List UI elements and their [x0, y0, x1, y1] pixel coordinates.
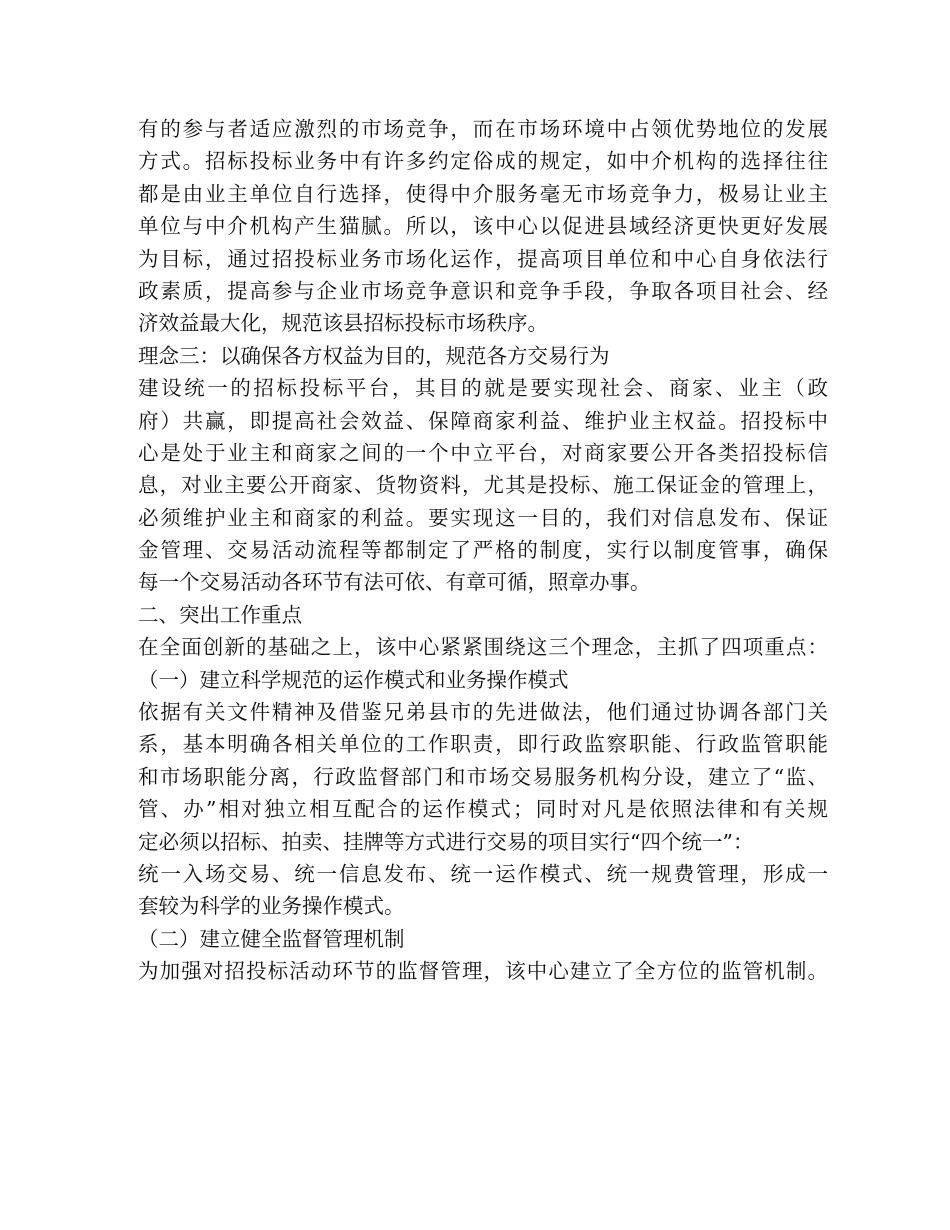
text-line: 依据有关文件精神及借鉴兄弟县市的先进做法，他们通过协调各部门关	[138, 700, 828, 725]
text-line: 系，基本明确各相关单位的工作职责，即行政监察职能、行政监管职能	[138, 732, 828, 757]
text-line: 建设统一的招标投标平台，其目的就是要实现社会、商家、业主（政	[138, 376, 828, 401]
text-line: 有的参与者适应激烈的市场竞争，而在市场环境中占领优势地位的发展	[138, 117, 828, 141]
text-line: 理念三：以确保各方权益为目的，规范各方交易行为	[138, 343, 610, 368]
text-line: 为加强对招投标活动环节的监督管理，该中心建立了全方位的监管机制。	[138, 959, 828, 984]
document-body	[138, 113, 828, 988]
text-line: 政素质，提高参与企业市场竞争意识和竞争手段，争取各项目社会、经	[138, 278, 828, 303]
text-line: 管、办”相对独立相互配合的运作模式；同时对凡是依照法律和有关规	[138, 797, 828, 822]
text-line: 和市场职能分离，行政监督部门和市场交易服务机构分设，建立了“监、	[138, 764, 828, 789]
text-line: 金管理、交易活动流程等都制定了严格的制度，实行以制度管事，确保	[138, 538, 828, 563]
text-line: 息，对业主要公开商家、货物资料，尤其是投标、施工保证金的管理上，	[138, 473, 828, 498]
text-line: 必须维护业主和商家的利益。要实现这一目的，我们对信息发布、保证	[138, 505, 828, 530]
text-line: （二）建立健全监督管理机制	[138, 926, 405, 951]
text-line: 二、突出工作重点	[138, 602, 302, 627]
text-line: 定必须以招标、拍卖、挂牌等方式进行交易的项目实行“四个统一”：	[138, 829, 754, 854]
text-line: 济效益最大化，规范该县招标投标市场秩序。	[138, 311, 548, 336]
text-line: 每一个交易活动各环节有法可依、有章可循，照章办事。	[138, 570, 651, 595]
text-line: 套较为科学的业务操作模式。	[138, 894, 405, 919]
text-line: 单位与中介机构产生猫腻。所以，该中心以促进县域经济更快更好发展	[138, 214, 828, 239]
text-line: 为目标，通过招投标业务市场化运作，提高项目单位和中心自身依法行	[138, 246, 828, 271]
text-line: 都是由业主单位自行选择，使得中介服务毫无市场竞争力，极易让业主	[138, 181, 828, 206]
text-line: 心是处于业主和商家之间的一个中立平台，对商家要公开各类招投标信	[138, 440, 828, 465]
text-line: 统一入场交易、统一信息发布、统一运作模式、统一规费管理，形成一	[138, 861, 828, 886]
text-line: 在全面创新的基础之上，该中心紧紧围绕这三个理念，主抓了四项重点：	[138, 635, 828, 660]
text-line: 府）共赢，即提高社会效益、保障商家利益、维护业主权益。招投标中	[138, 408, 828, 433]
text-line: （一）建立科学规范的运作模式和业务操作模式	[138, 667, 569, 692]
text-line: 方式。招标投标业务中有许多约定俗成的规定，如中介机构的选择往往	[138, 149, 828, 174]
